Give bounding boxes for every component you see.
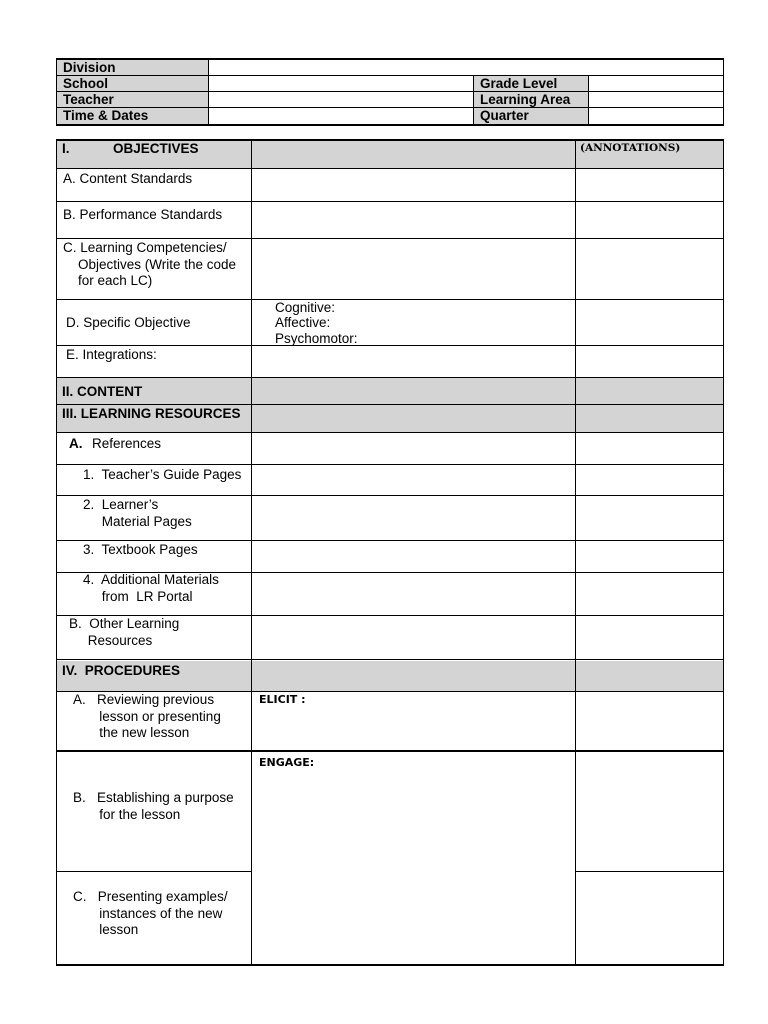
content-heading: II. CONTENT [62,384,143,399]
table-line [56,750,724,752]
affective-label: Affective: [275,315,331,330]
table-line [56,871,252,872]
elicit-label: ELICIT : [259,693,306,706]
content-standards-label: A. Content Standards [63,171,193,186]
header-line [56,107,724,108]
references-label: References [92,436,162,451]
table-line [56,201,724,202]
integrations-label: E. Integrations: [66,347,157,362]
teachers-guide-label: 1. Teacher’s Guide Pages [83,467,242,482]
table-line [56,238,724,239]
table-line [56,139,57,966]
learning-area-field[interactable] [590,93,722,106]
division-label: Division [63,60,116,75]
reviewing-label: A. Reviewing previous lesson or presenting the new lesson [73,692,221,740]
school-label: School [63,76,109,91]
specific-objective-label: D. Specific Objective [66,315,191,330]
table-line [56,964,724,966]
table-line [56,495,724,496]
table-line [575,871,724,872]
header-line [588,75,589,125]
header-line [56,124,724,126]
objectives-heading: OBJECTIVES [113,141,199,156]
table-line [56,464,724,465]
textbook-pages-label: 3. Textbook Pages [83,542,198,557]
table-line [56,540,724,541]
header-line [56,91,724,92]
performance-standards-label: B. Performance Standards [63,207,223,222]
presenting-label: C. Presenting examples/ instances of the new lesson [73,889,228,937]
grade-level-field[interactable] [590,77,722,90]
header-line [56,58,57,125]
table-line [56,168,724,169]
quarter-field[interactable] [590,109,722,122]
procedures-heading: IV. PROCEDURES [62,663,181,678]
table-line [56,377,724,378]
learning-area-label: Learning Area [480,92,571,107]
table-line [56,345,724,346]
table-line [56,404,724,405]
learning-resources-heading: III. LEARNING RESOURCES [62,406,241,421]
time-dates-label: Time & Dates [63,108,149,123]
cognitive-label: Cognitive: [275,300,336,315]
time-dates-field[interactable] [210,109,472,122]
learners-material-label: 2. Learner’s Material Pages [83,497,192,529]
header-line [208,58,209,125]
establishing-label: B. Establishing a purpose for the lesson [73,790,234,822]
header-line [56,75,724,76]
table-line [56,299,724,300]
school-field[interactable] [210,77,472,90]
objectives-number: I. [62,141,70,156]
header-line [723,58,724,125]
grade-level-label: Grade Level [480,76,558,91]
learning-competencies-label: C. Learning Competencies/ Objectives (Write the code for each LC) [63,240,237,288]
division-field[interactable] [210,60,722,74]
table-line [575,139,576,966]
psychomotor-label: Psychomotor: [275,331,358,346]
table-line [56,659,724,660]
other-resources-label: B. Other Learning Resources [69,616,180,648]
teacher-field[interactable] [210,93,472,106]
references-letter: A. [69,436,83,451]
header-line [473,75,474,125]
table-line [251,139,252,966]
annotations-heading: (ANNOTATIONS) [580,142,681,154]
table-line [723,139,724,966]
quarter-label: Quarter [480,108,529,123]
table-line [56,432,724,433]
additional-materials-label: 4. Additional Materials from LR Portal [83,572,219,604]
engage-label: ENGAGE: [259,756,315,769]
teacher-label: Teacher [63,92,114,107]
